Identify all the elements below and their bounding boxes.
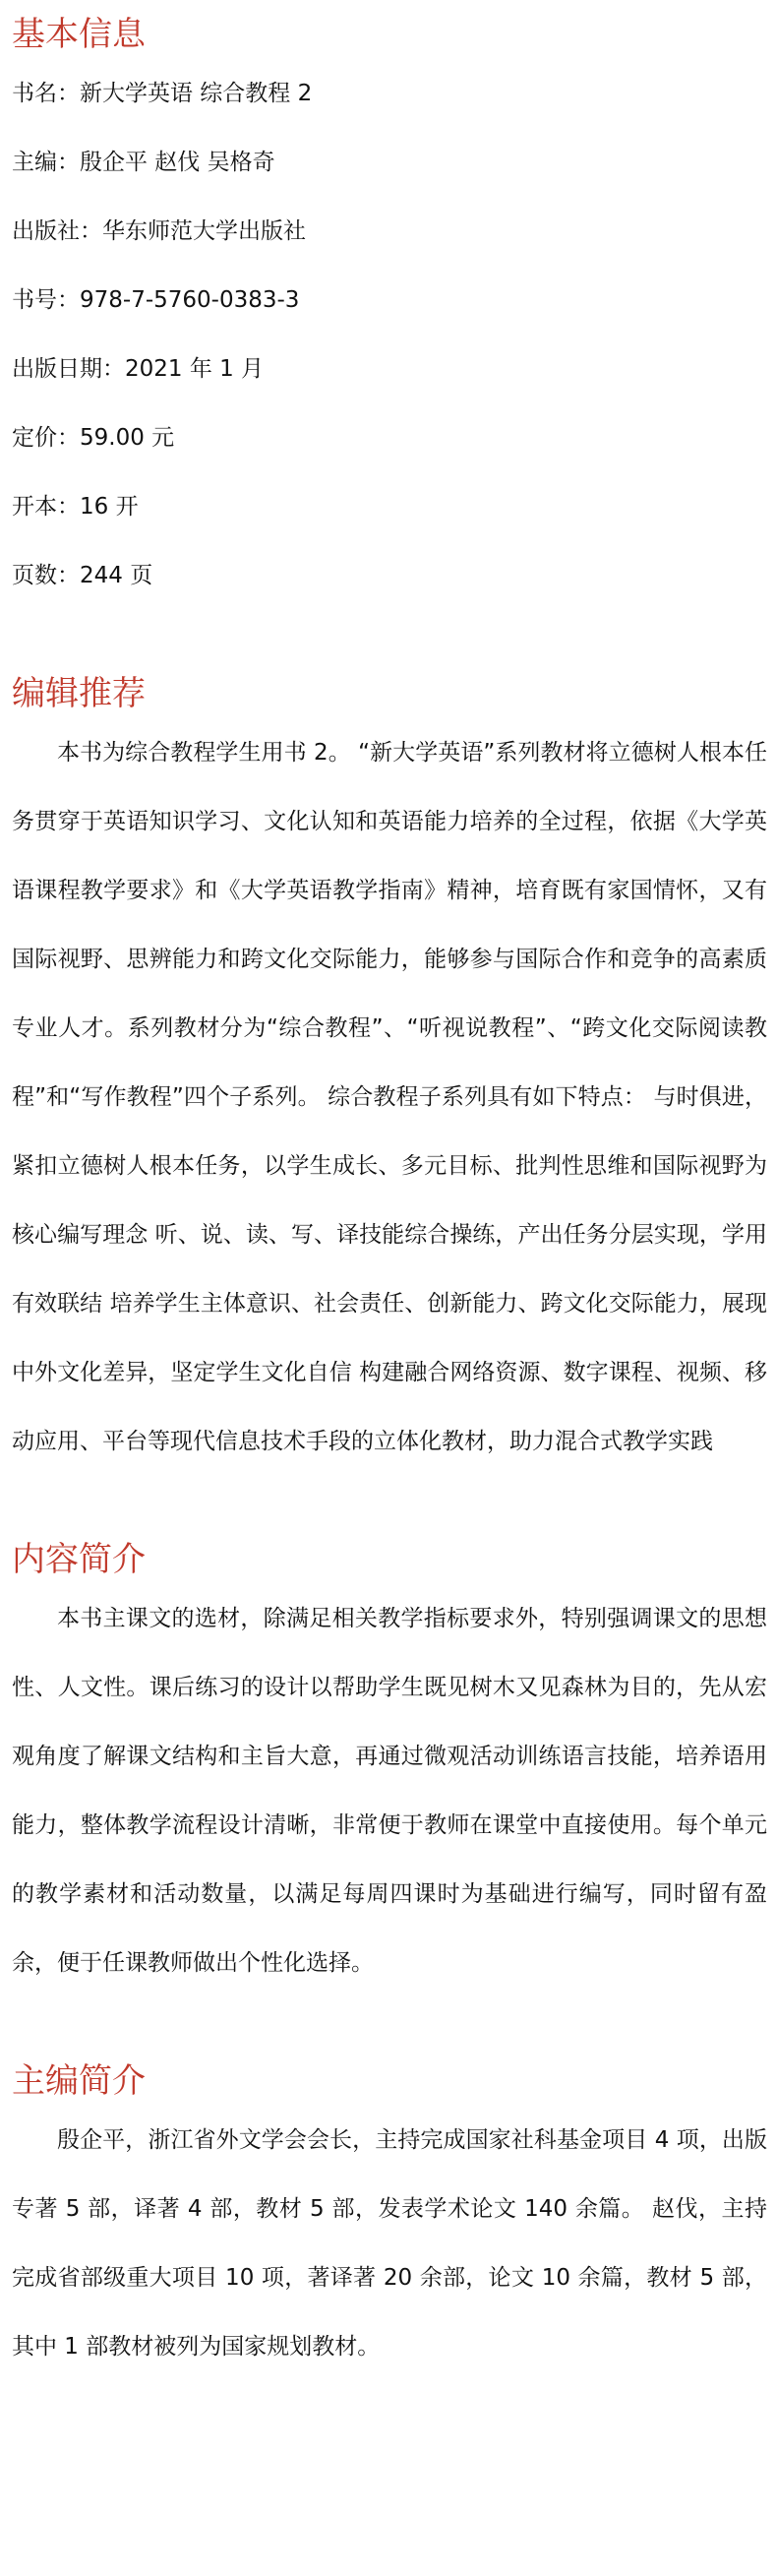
editor-recommend-heading: 编辑推荐	[12, 674, 146, 713]
chief-editor-text: 殷企平，浙江省外文学会会长，主持完成国家社科基金项目 4 项，出版专著 5 部，译著 4 部，教材 5 部，发表学术论文 140 余篇。 赵伐，主持完成省部级重大项目 10 项，著译著 20 余部，论文 10 余篇，教材 5 部，其中 1 部教材被列为国家规划教材。	[12, 2127, 767, 2360]
editor-recommend-text: 本书为综合教程学生用书 2。 “新大学英语”系列教材将立德树人根本任务贯穿于英语知识学习、文化认知和英语能力培养的全过程，依据《大学英语课程教学要求》和《大学英语教学指南》精神，培育既有家国情怀，又有国际视野、思辨能力和跨文化交际能力，能够参与国际合作和竞争的高素质专业人才。系列教材分为“综合教程”、“听视说教程”、“跨文化交际阅读教程”和“写作教程”四个子系列。 综合教程子系列具有如下特点： 与时俱进，紧扣立德树人根本任务，以学生成长、多元目标、批判性思维和国际视野为核心编写理念 听、说、读、写、译技能综合操练，产出任务分层实现，学用有效联结 培养学生主体意识、社会责任、创新能力、跨文化交际能力，展现中外文化差异，坚定学生文化自信 构建融合网络资源、数字课程、视频、移动应用、平台等现代信息技术手段的立体化教材，助力混合式教学实践	[12, 740, 767, 1454]
info-publisher: 出版社：华东师范大学出版社	[12, 218, 306, 244]
info-pages: 页数：244 页	[12, 563, 153, 588]
info-publish-date: 出版日期：2021 年 1 月	[12, 356, 265, 382]
info-editors: 主编：殷企平 赵伐 吴格奇	[12, 150, 275, 175]
info-format: 开本：16 开	[12, 494, 139, 520]
basic-info-list	[12, 59, 767, 610]
content-summary-heading: 内容简介	[12, 1540, 146, 1579]
chief-editor-heading: 主编简介	[12, 2061, 146, 2101]
info-price: 定价：59.00 元	[12, 425, 175, 451]
content-summary-text: 本书主课文的选材，除满足相关教学指标要求外，特别强调课文的思想性、人文性。课后练习的设计以帮助学生既见树木又见森林为目的，先从宏观角度了解课文结构和主旨大意，再通过微观活动训练语言技能，培养语用能力，整体教学流程设计清晰，非常便于教师在课堂中直接使用。每个单元的教学素材和活动数量，以满足每周四课时为基础进行编写，同时留有盈余，便于任课教师做出个性化选择。	[12, 1606, 767, 1976]
info-isbn: 书号：978-7-5760-0383-3	[12, 287, 300, 313]
basic-info-heading: 基本信息	[12, 15, 146, 54]
info-book-title: 书名：新大学英语 综合教程 2	[12, 81, 313, 106]
